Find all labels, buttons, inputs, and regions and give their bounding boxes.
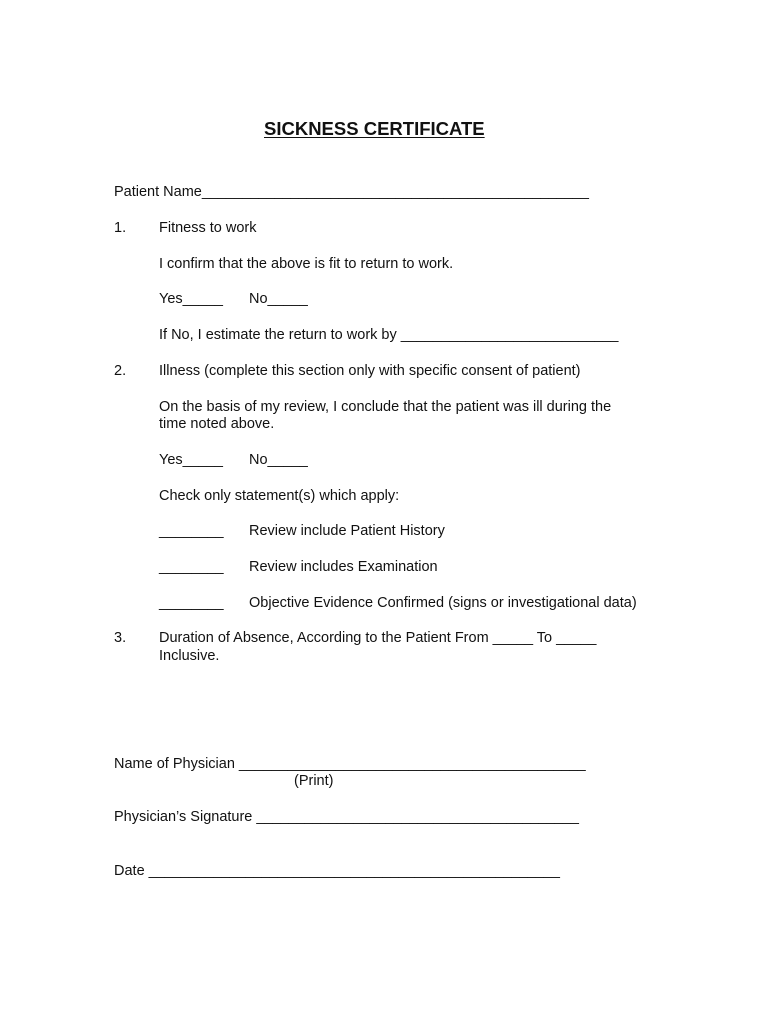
physician-print-label: (Print) [294, 773, 334, 789]
illness-conclusion-line-2: time noted above. [159, 416, 275, 432]
illness-yes-field[interactable]: Yes_____ [159, 452, 223, 468]
statement-blank-evidence[interactable]: ________ [159, 595, 224, 611]
statement-blank-examination[interactable]: ________ [159, 559, 224, 575]
date-field[interactable]: Date ___________________________________________________ [114, 863, 560, 879]
document-title: SICKNESS CERTIFICATE [264, 118, 485, 139]
section-1-number: 1. [114, 220, 127, 236]
section-2-heading: Illness (complete this section only with specific consent of patient) [159, 363, 581, 379]
illness-no-field[interactable]: No_____ [249, 452, 308, 468]
patient-name-field[interactable]: Patient Name________________________________________________ [114, 184, 589, 200]
section-2-number: 2. [114, 363, 127, 379]
section-1-heading: Fitness to work [159, 220, 257, 236]
absence-duration-field[interactable]: Duration of Absence, According to the Patient From _____ To _____ [159, 630, 597, 646]
section-3-number: 3. [114, 630, 127, 646]
statement-text-evidence: Objective Evidence Confirmed (signs or investigational data) [249, 595, 637, 611]
statement-text-history: Review include Patient History [249, 523, 445, 539]
fitness-confirm-text: I confirm that the above is fit to return to work. [159, 256, 454, 272]
illness-conclusion-line-1: On the basis of my review, I conclude that the patient was ill during the [159, 399, 612, 415]
absence-inclusive-text: Inclusive. [159, 648, 220, 664]
statement-text-examination: Review includes Examination [249, 559, 438, 575]
physician-name-field[interactable]: Name of Physician ___________________________________________ [114, 756, 586, 772]
fitness-no-field[interactable]: No_____ [249, 291, 308, 307]
fitness-yes-field[interactable]: Yes_____ [159, 291, 223, 307]
statement-blank-history[interactable]: ________ [159, 523, 224, 539]
check-statements-intro: Check only statement(s) which apply: [159, 488, 400, 504]
return-estimate-field[interactable]: If No, I estimate the return to work by ___________________________ [159, 327, 619, 343]
physician-signature-field[interactable]: Physician’s Signature ________________________________________ [114, 809, 579, 825]
